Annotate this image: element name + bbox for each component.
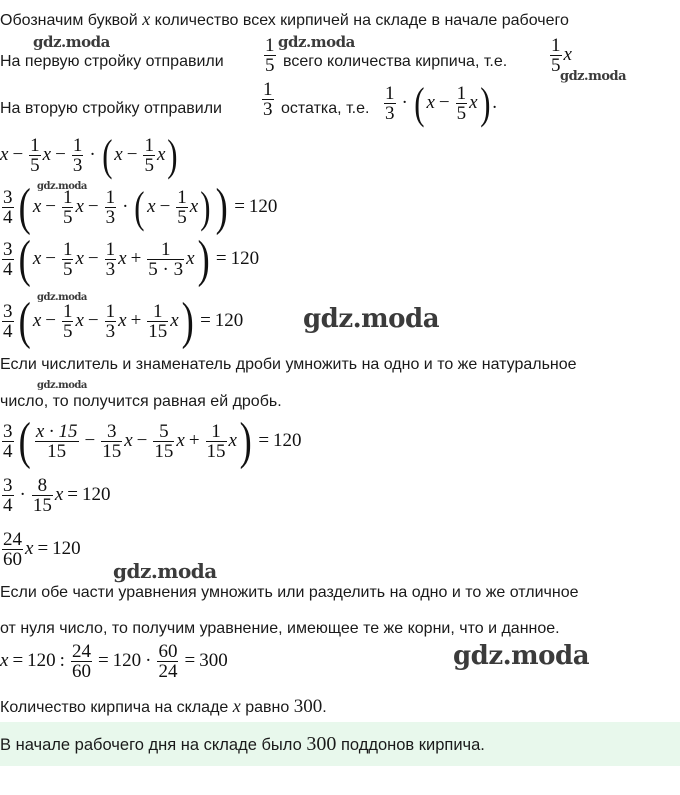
rule-divide-line-2: от нуля число, то получим уравнение, имеющее те же корни, что и данное. xyxy=(0,620,560,637)
watermark: gdz.moda xyxy=(560,69,627,84)
watermark: gdz.moda xyxy=(33,33,110,51)
count-text-start: Количество кирпича на складе xyxy=(0,699,229,716)
watermark: gdz.moda xyxy=(37,380,87,391)
intro-line xyxy=(0,9,569,31)
first-site-line xyxy=(0,52,224,72)
rule-divide-line-1: Если обе части уравнения умножить или разделить на одно и то же отличное xyxy=(0,584,579,601)
answer-banner xyxy=(0,722,680,766)
second-site-line: На вторую стройку отправили xyxy=(0,100,222,117)
rule-multiply-line-2: число, то получится равная ей дробь. xyxy=(0,393,282,410)
expr-third-of-remainder: $\frac{1}{3}$ · ( x − $\frac{1}{5}$ x) . xyxy=(385,79,497,128)
equation-step-1: $\frac{3}{4}$ ( x − $\frac{1}{5}$ x − $\frac{1}{3}$ · ( x − $\frac{1}{5}$ x)) = 120 xyxy=(3,179,278,236)
count-var-x: x xyxy=(232,696,241,716)
intro-text-end: количество всех кирпичей на складе в начале рабочего xyxy=(154,12,569,29)
equation-step-2: $\frac{3}{4}$ ( x − $\frac{1}{5}$ x − $\frac{1}{3}$ x + $\frac{1}{5 \cdot 3}$ x) = 120 xyxy=(3,231,260,288)
intro-text-start: Обозначим буквой xyxy=(0,12,138,29)
watermark: gdz.moda xyxy=(303,304,440,334)
equation-step-5: $\frac{3}{4}$ · $\frac{8}{15}$ x = 120 xyxy=(3,475,111,516)
fraction-one-third: $\frac{1}{3}$ xyxy=(263,79,273,120)
count-line: Количество кирпича на складе x равно 300. xyxy=(0,696,327,717)
first-site-text-mid: всего количества кирпича, т.е. xyxy=(283,53,508,70)
first-site-text: На первую стройку отправили xyxy=(0,53,224,70)
equation-step-3: $\frac{3}{4}$ ( x − $\frac{1}{5}$ x − $\frac{1}{3}$ x + $\frac{1}{15}$ x) = 120 xyxy=(3,293,244,350)
rule-multiply-line-1: Если числитель и знаменатель дроби умножить на одно и то же натуральное xyxy=(0,356,577,373)
fraction-one-fifth-x: $\frac{1}{5}$ x xyxy=(551,35,572,76)
var-x: x xyxy=(142,9,151,29)
watermark: gdz.moda xyxy=(113,559,217,583)
watermark: gdz.moda xyxy=(453,641,590,671)
answer-text-start: В начале рабочего дня на складе было xyxy=(0,736,302,754)
equation-remainder: x − $\frac{1}{5}$ x − $\frac{1}{3}$ · ( x − $\frac{1}{5}$ x) xyxy=(0,131,178,180)
answer-text xyxy=(0,734,485,755)
count-value: 300 xyxy=(293,696,323,717)
fraction-one-fifth: $\frac{1}{5}$ xyxy=(265,35,275,76)
watermark: gdz.moda xyxy=(37,292,87,303)
count-text-mid: равно xyxy=(245,699,290,716)
watermark: gdz.moda xyxy=(278,33,355,51)
answer-text-end: поддонов кирпича. xyxy=(340,736,485,754)
equation-step-4: $\frac{3}{4}$ ( $\frac{x \cdot 15}{15}$ − $\frac{3}{15}$ x − $\frac{5}{15}$ x + $\frac{1}{15}$ x) = 120 xyxy=(3,413,302,470)
equation-step-6: $\frac{24}{60}$ x = 120 xyxy=(3,529,81,570)
equation-solution: x = 120 : $\frac{24}{60}$ = 120 · $\frac{60}{24}$ = 300 xyxy=(0,641,228,682)
second-site-text-mid: остатка, т.е. xyxy=(281,100,370,117)
answer-value: 300 xyxy=(306,733,337,755)
watermark: gdz.moda xyxy=(37,181,87,192)
